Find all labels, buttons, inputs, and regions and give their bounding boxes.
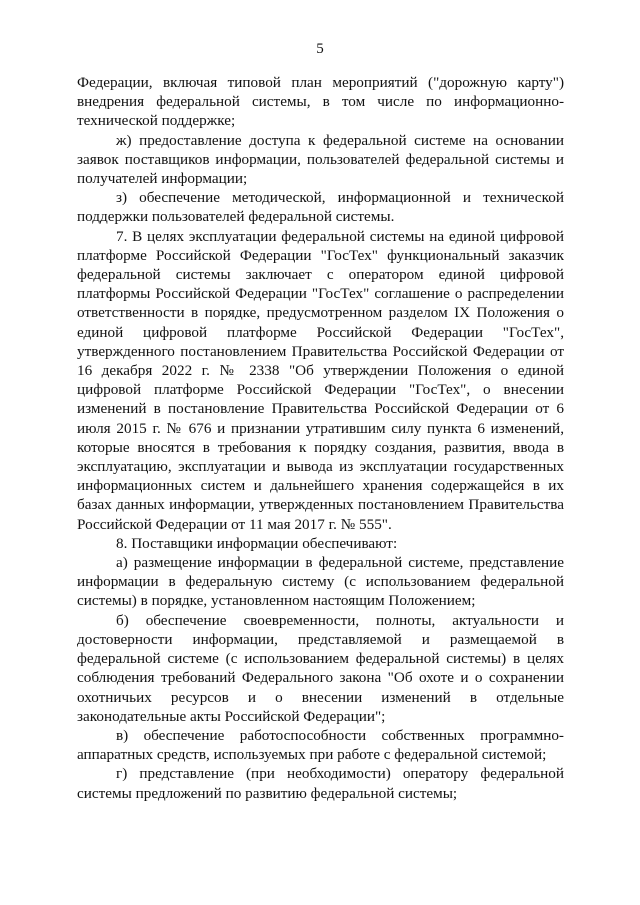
paragraph-section-7: 7. В целях эксплуатации федеральной системы на единой цифровой платформе Российской Федерации "ГосТех" функциональный заказчик федеральной системы заключает с оператором единой цифровой платформы Российской Федерации "ГосТех" соглашение о распределении ответственности в порядке, предусмотренном разделом IX Положения о единой цифровой платформе Российской Федерации "ГосТех", утвержденного постановлением Правительства Российской Федерации от 16 декабря 2022 г. № 2338 "Об утверждении Положения о единой цифровой платформе Российской Федерации "ГосТех", о внесении изменений в постановление Правительства Российской Федерации от 6 июля 2015 г. № 676 и признании утратившим силу пункта 6 изменений, которые вносятся в требования к порядку создания, развития, ввода в эксплуатацию, эксплуатации и вывода из эксплуатации государственных информационных систем и дальнейшего хранения содержащейся в их базах данных информации, утвержденных постановлением Правительства Российской Федерации от 11 мая 2017 г. № 555". [77, 227, 564, 533]
paragraph-item-zh: ж) предоставление доступа к федеральной системе на основании заявок поставщиков информации, пользователей федеральной системы и получателей информации; [77, 131, 564, 188]
paragraph-item-g: г) представление (при необходимости) оператору федеральной системы предложений по развитию федеральной системы; [77, 765, 564, 802]
paragraph-section-8: 8. Поставщики информации обеспечивают: [116, 534, 398, 552]
paragraph-continuation: Федерации, включая типовой план мероприятий ("дорожную карту") внедрения федеральной системы, в том числе по информационно-технической поддержке; [77, 74, 564, 130]
paragraph-item-b: б) обеспечение своевременности, полноты, актуальности и достоверности информации, представляемой и размещаемой в федеральной системе (с использованием федеральной системы) в целях соблюдения требований Федерального закона "Об охоте и о сохранении охотничьих ресурсов и о внесении изменений в отдельные законодательные акты Российской Федерации"; [77, 611, 564, 725]
paragraph-item-a: а) размещение информации в федеральной системе, представление информации в федеральную систему (с использованием федеральной системы) в порядке, установленном настоящим Положением; [77, 554, 564, 610]
paragraph-item-v: в) обеспечение работоспособности собственных программно-аппаратных средств, используемых при работе с федеральной системой; [77, 726, 564, 764]
paragraph-item-z: з) обеспечение методической, информационной и технической поддержки пользователей федеральной системы. [77, 189, 564, 226]
document-body [77, 73, 564, 803]
page-number: 5 [316, 41, 324, 57]
